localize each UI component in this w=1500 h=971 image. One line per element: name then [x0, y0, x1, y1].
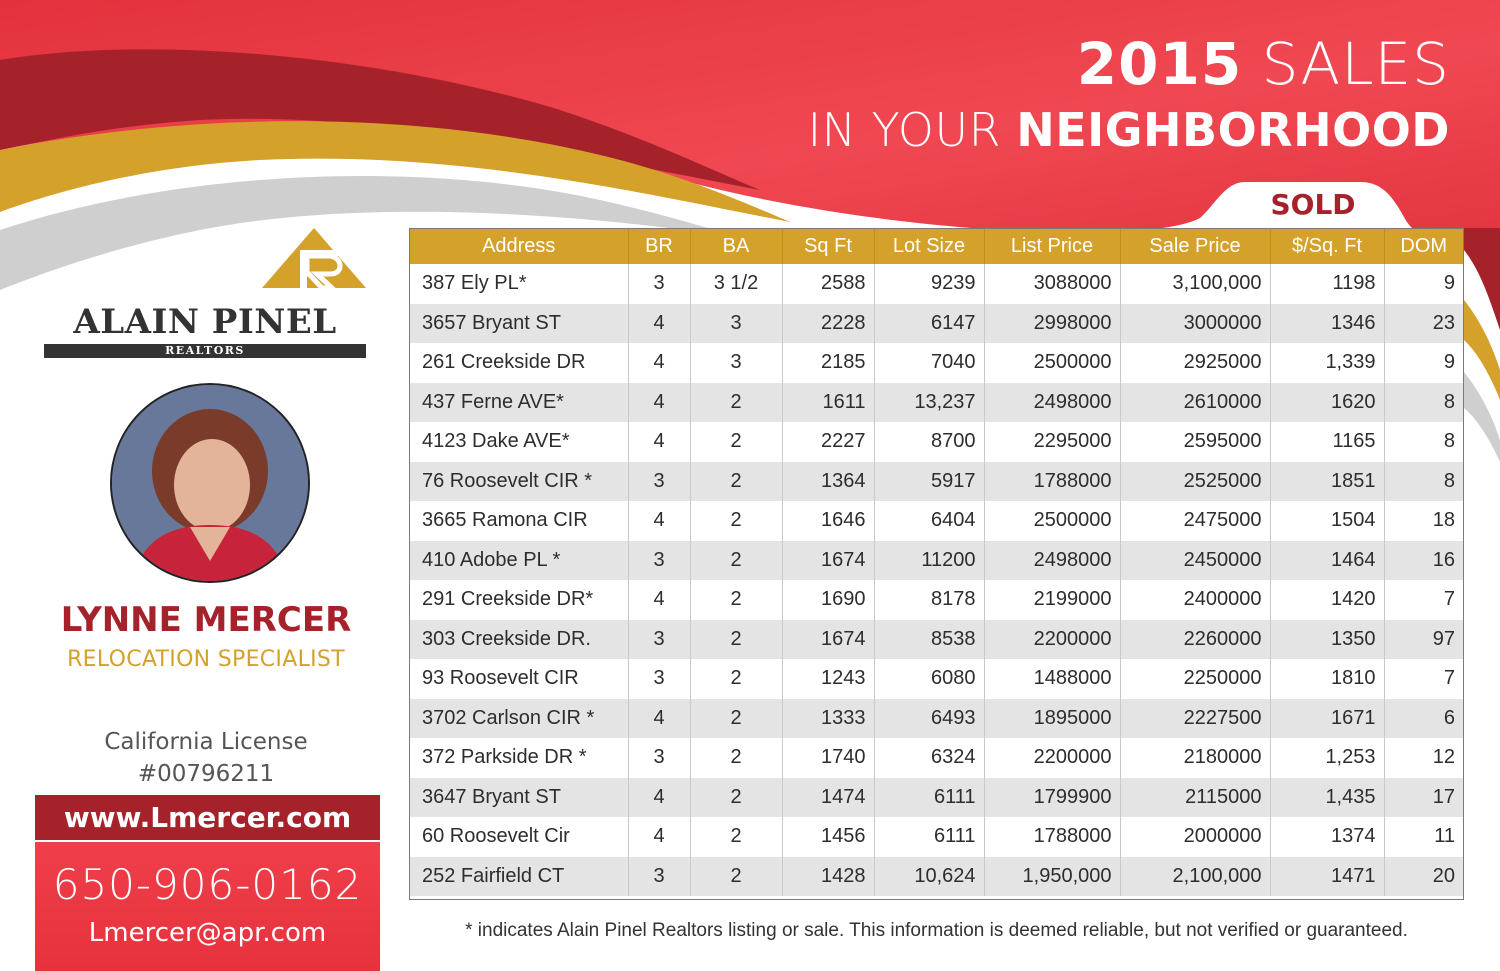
- cell-ba: 2: [690, 501, 782, 541]
- table-row: [410, 343, 1463, 383]
- cell-lot-size: 5917: [874, 462, 984, 502]
- cell-sale-price: 2450000: [1120, 541, 1270, 581]
- phone-number[interactable]: 650-906-0162: [52, 860, 363, 909]
- title-neighborhood: NEIGHBORHOOD: [1016, 103, 1450, 157]
- cell-ba: 2: [690, 580, 782, 620]
- cell-address: 410 Adobe PL *: [410, 541, 628, 581]
- contact-box: [35, 842, 380, 971]
- cell-address: 3702 Carlson CIR *: [410, 699, 628, 739]
- sales-table: [410, 229, 1463, 896]
- cell-dom: 9: [1443, 351, 1455, 374]
- cell-list-price: 1,950,000: [984, 857, 1120, 897]
- column-header-dom: DOM: [1400, 235, 1448, 257]
- cell-price-per-sqft: 1420: [1270, 580, 1384, 620]
- column-header-sqft: Sq Ft: [782, 229, 874, 264]
- cell-dom: 18: [1432, 509, 1455, 532]
- cell-sqft: 1364: [782, 462, 874, 502]
- cell-list-price: 2498000: [984, 541, 1120, 581]
- cell-dom: 8: [1443, 469, 1455, 492]
- cell-sale-price: 3000000: [1120, 304, 1270, 344]
- cell-br: 3: [628, 620, 690, 660]
- cell-list-price: 2500000: [984, 501, 1120, 541]
- title-in-your: IN YOUR: [807, 103, 1002, 157]
- title-line-2: [808, 100, 1450, 160]
- agent-portrait-image: [112, 385, 308, 581]
- cell-br: 3: [628, 264, 690, 304]
- agent-photo: [110, 383, 310, 583]
- cell-br: 4: [628, 304, 690, 344]
- sales-table-container: [409, 228, 1464, 900]
- cell-sale-price: 2000000: [1120, 817, 1270, 857]
- cell-ba: 2: [690, 422, 782, 462]
- cell-ba: 3: [690, 304, 782, 344]
- table-row: [410, 541, 1463, 581]
- cell-address: 372 Parkside DR *: [410, 738, 628, 778]
- table-row: [410, 580, 1463, 620]
- cell-sqft: 1674: [782, 620, 874, 660]
- table-row: [410, 462, 1463, 502]
- page-title: [808, 28, 1450, 160]
- cell-dom: 16: [1432, 548, 1455, 571]
- column-header-price-per-sqft: $/Sq. Ft: [1270, 229, 1384, 264]
- cell-price-per-sqft: 1671: [1270, 699, 1384, 739]
- table-row: [410, 857, 1463, 897]
- table-row: [410, 422, 1463, 462]
- cell-price-per-sqft: 1198: [1270, 264, 1384, 304]
- cell-sqft: 1646: [782, 501, 874, 541]
- cell-sqft: 1333: [782, 699, 874, 739]
- website-link[interactable]: www.Lmercer.com: [35, 795, 380, 840]
- cell-sale-price: 2250000: [1120, 659, 1270, 699]
- cell-dom: 8: [1443, 430, 1455, 453]
- brand-name: ALAIN PINEL: [73, 302, 337, 342]
- cell-price-per-sqft: 1374: [1270, 817, 1384, 857]
- cell-list-price: 1788000: [984, 462, 1120, 502]
- table-row: [410, 699, 1463, 739]
- cell-sale-price: 2115000: [1120, 778, 1270, 818]
- cell-price-per-sqft: 1,435: [1270, 778, 1384, 818]
- license-info: [30, 726, 382, 790]
- cell-dom: 7: [1443, 667, 1455, 690]
- cell-price-per-sqft: 1350: [1270, 620, 1384, 660]
- brand-logo: [44, 228, 366, 360]
- cell-lot-size: 6080: [874, 659, 984, 699]
- cell-sale-price: 2227500: [1120, 699, 1270, 739]
- cell-sqft: 1740: [782, 738, 874, 778]
- cell-sqft: 1243: [782, 659, 874, 699]
- cell-price-per-sqft: 1,339: [1270, 343, 1384, 383]
- cell-br: 3: [628, 659, 690, 699]
- column-header-sale-price: Sale Price: [1120, 229, 1270, 264]
- cell-br: 3: [628, 738, 690, 778]
- cell-sqft: 2228: [782, 304, 874, 344]
- table-row: [410, 738, 1463, 778]
- cell-sqft: 1611: [782, 383, 874, 423]
- logo-mark-icon: [262, 228, 366, 290]
- cell-ba: 2: [690, 620, 782, 660]
- cell-lot-size: 6404: [874, 501, 984, 541]
- cell-dom: 20: [1432, 864, 1455, 887]
- cell-sqft: 1456: [782, 817, 874, 857]
- cell-price-per-sqft: 1,253: [1270, 738, 1384, 778]
- cell-lot-size: 6147: [874, 304, 984, 344]
- cell-sale-price: 2595000: [1120, 422, 1270, 462]
- title-sales: SALES: [1261, 30, 1450, 98]
- cell-dom: 9: [1443, 272, 1455, 295]
- cell-lot-size: 13,237: [874, 383, 984, 423]
- sold-label: SOLD: [1270, 188, 1356, 221]
- cell-list-price: 2200000: [984, 620, 1120, 660]
- cell-sale-price: 2925000: [1120, 343, 1270, 383]
- cell-br: 4: [628, 699, 690, 739]
- cell-sale-price: 2610000: [1120, 383, 1270, 423]
- cell-br: 4: [628, 383, 690, 423]
- cell-sale-price: 2400000: [1120, 580, 1270, 620]
- cell-sale-price: 2475000: [1120, 501, 1270, 541]
- cell-sqft: 1474: [782, 778, 874, 818]
- cell-sqft: 1690: [782, 580, 874, 620]
- cell-sale-price: 3,100,000: [1120, 264, 1270, 304]
- cell-ba: 2: [690, 738, 782, 778]
- cell-br: 4: [628, 501, 690, 541]
- cell-ba: 2: [690, 659, 782, 699]
- cell-lot-size: 8700: [874, 422, 984, 462]
- title-line-1: [808, 28, 1450, 100]
- license-label: California License: [104, 729, 308, 755]
- cell-address: 3657 Bryant ST: [410, 304, 628, 344]
- cell-sqft: 2588: [782, 264, 874, 304]
- cell-br: 4: [628, 817, 690, 857]
- cell-price-per-sqft: 1620: [1270, 383, 1384, 423]
- cell-ba: 2: [690, 699, 782, 739]
- cell-list-price: 2500000: [984, 343, 1120, 383]
- cell-sale-price: 2525000: [1120, 462, 1270, 502]
- cell-br: 3: [628, 857, 690, 897]
- cell-br: 3: [628, 541, 690, 581]
- table-row: [410, 304, 1463, 344]
- cell-lot-size: 6324: [874, 738, 984, 778]
- cell-sqft: 2185: [782, 343, 874, 383]
- cell-ba: 3 1/2: [690, 264, 782, 304]
- table-header-row: [410, 229, 1463, 264]
- cell-price-per-sqft: 1346: [1270, 304, 1384, 344]
- column-header-ba: BA: [690, 229, 782, 264]
- cell-list-price: 1895000: [984, 699, 1120, 739]
- cell-address: 261 Creekside DR: [410, 343, 628, 383]
- cell-lot-size: 6493: [874, 699, 984, 739]
- cell-ba: 2: [690, 817, 782, 857]
- cell-lot-size: 8538: [874, 620, 984, 660]
- cell-ba: 2: [690, 541, 782, 581]
- cell-sqft: 1428: [782, 857, 874, 897]
- cell-br: 3: [628, 462, 690, 502]
- cell-address: 291 Creekside DR*: [410, 580, 628, 620]
- table-row: [410, 817, 1463, 857]
- cell-sale-price: 2180000: [1120, 738, 1270, 778]
- cell-address: 437 Ferne AVE*: [410, 383, 628, 423]
- cell-br: 4: [628, 580, 690, 620]
- table-row: [410, 620, 1463, 660]
- cell-list-price: 1788000: [984, 817, 1120, 857]
- cell-br: 4: [628, 422, 690, 462]
- cell-lot-size: 6111: [874, 817, 984, 857]
- sales-table-body: [410, 264, 1463, 896]
- cell-address: 3665 Ramona CIR: [410, 501, 628, 541]
- cell-list-price: 1488000: [984, 659, 1120, 699]
- agent-role: RELOCATION SPECIALIST: [67, 647, 345, 672]
- column-header-list-price: List Price: [984, 229, 1120, 264]
- cell-lot-size: 7040: [874, 343, 984, 383]
- cell-lot-size: 9239: [874, 264, 984, 304]
- cell-price-per-sqft: 1851: [1270, 462, 1384, 502]
- column-header-address: Address: [410, 229, 628, 264]
- cell-list-price: 2998000: [984, 304, 1120, 344]
- column-header-lot-size: Lot Size: [874, 229, 984, 264]
- cell-sqft: 1674: [782, 541, 874, 581]
- cell-ba: 2: [690, 462, 782, 502]
- table-row: [410, 383, 1463, 423]
- cell-address: 93 Roosevelt CIR: [410, 659, 628, 699]
- table-row: [410, 264, 1463, 304]
- cell-lot-size: 8178: [874, 580, 984, 620]
- cell-list-price: 2200000: [984, 738, 1120, 778]
- cell-dom: 23: [1432, 311, 1455, 334]
- cell-dom: 7: [1443, 588, 1455, 611]
- cell-address: 387 Ely PL*: [410, 264, 628, 304]
- cell-address: 60 Roosevelt Cir: [410, 817, 628, 857]
- cell-ba: 2: [690, 778, 782, 818]
- cell-dom: 12: [1432, 746, 1455, 769]
- cell-address: 303 Creekside DR.: [410, 620, 628, 660]
- table-row: [410, 778, 1463, 818]
- cell-list-price: 3088000: [984, 264, 1120, 304]
- table-row: [410, 501, 1463, 541]
- cell-sale-price: 2,100,000: [1120, 857, 1270, 897]
- brand-subtitle: REALTORS: [44, 344, 366, 358]
- cell-price-per-sqft: 1810: [1270, 659, 1384, 699]
- table-row: [410, 659, 1463, 699]
- title-year: 2015: [1076, 30, 1243, 98]
- cell-price-per-sqft: 1471: [1270, 857, 1384, 897]
- disclaimer-footnote: * indicates Alain Pinel Realtors listing or sale. This information is deemed reliable, but not verified or guaranteed.: [465, 920, 1408, 941]
- cell-dom: 8: [1443, 390, 1455, 413]
- cell-list-price: 1799900: [984, 778, 1120, 818]
- cell-address: 4123 Dake AVE*: [410, 422, 628, 462]
- cell-address: 252 Fairfield CT: [410, 857, 628, 897]
- cell-lot-size: 6111: [874, 778, 984, 818]
- cell-br: 4: [628, 343, 690, 383]
- email-link[interactable]: Lmercer@apr.com: [88, 918, 327, 948]
- cell-ba: 2: [690, 857, 782, 897]
- cell-sale-price: 2260000: [1120, 620, 1270, 660]
- agent-name: LYNNE MERCER: [60, 600, 352, 640]
- cell-dom: 6: [1443, 706, 1455, 729]
- cell-address: 76 Roosevelt CIR *: [410, 462, 628, 502]
- cell-lot-size: 10,624: [874, 857, 984, 897]
- cell-sqft: 2227: [782, 422, 874, 462]
- column-header-br: BR: [628, 229, 690, 264]
- cell-br: 4: [628, 778, 690, 818]
- license-number: #00796211: [137, 761, 275, 787]
- cell-price-per-sqft: 1504: [1270, 501, 1384, 541]
- cell-price-per-sqft: 1464: [1270, 541, 1384, 581]
- cell-list-price: 2295000: [984, 422, 1120, 462]
- cell-address: 3647 Bryant ST: [410, 778, 628, 818]
- cell-dom: 97: [1432, 627, 1455, 650]
- cell-dom: 17: [1432, 785, 1455, 808]
- cell-price-per-sqft: 1165: [1270, 422, 1384, 462]
- cell-ba: 3: [690, 343, 782, 383]
- cell-ba: 2: [690, 383, 782, 423]
- cell-list-price: 2498000: [984, 383, 1120, 423]
- cell-lot-size: 11200: [874, 541, 984, 581]
- cell-list-price: 2199000: [984, 580, 1120, 620]
- cell-dom: 11: [1434, 825, 1455, 848]
